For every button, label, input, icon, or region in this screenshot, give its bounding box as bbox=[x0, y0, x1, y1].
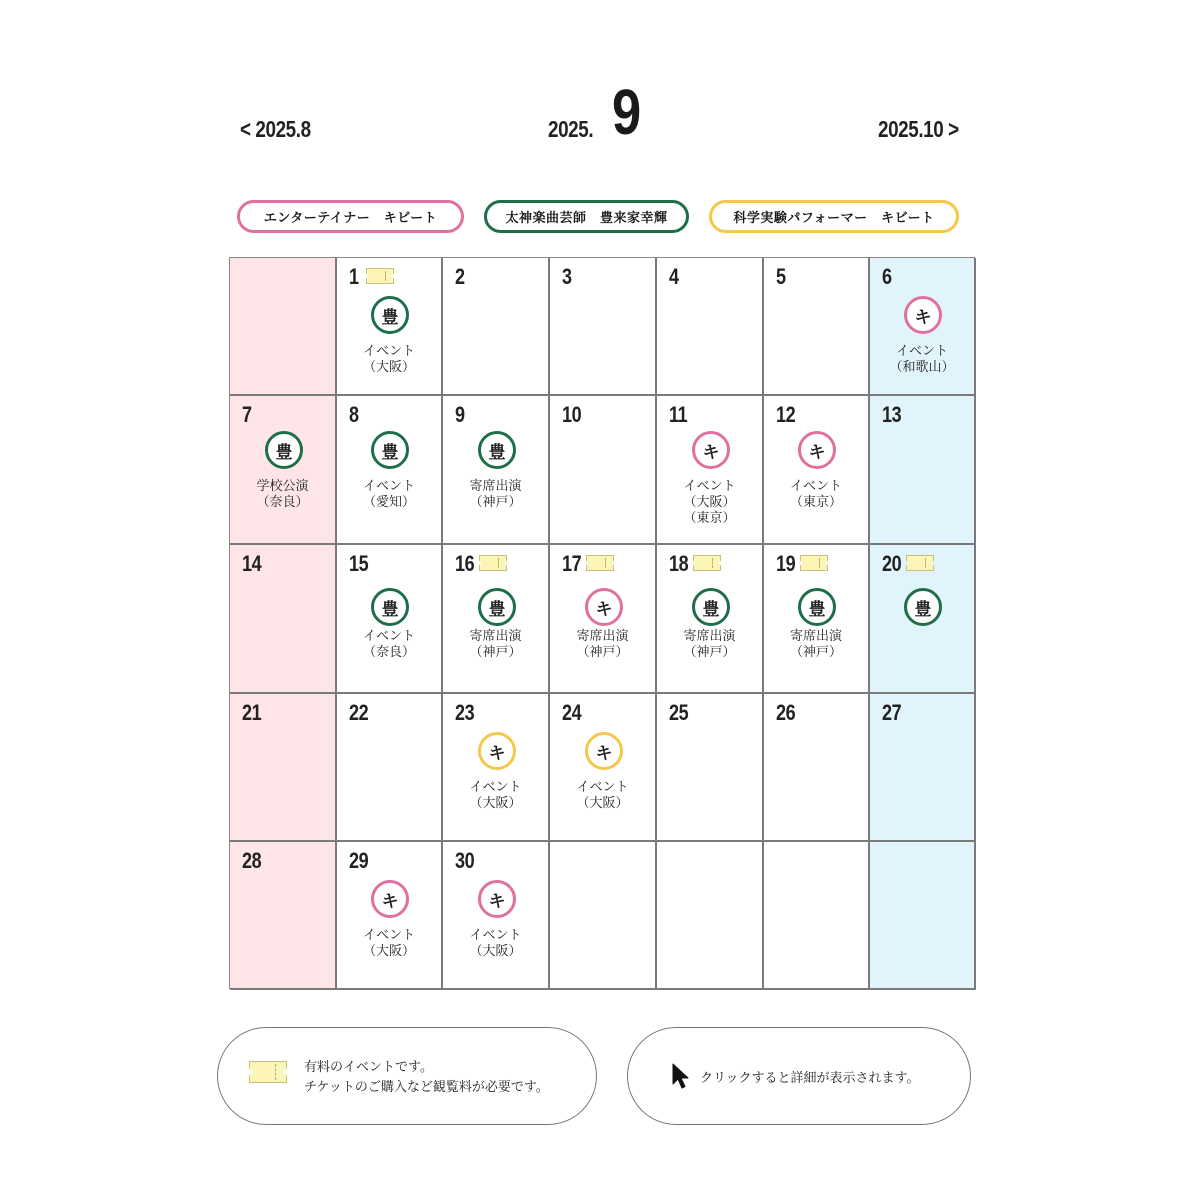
day-cell-27[interactable] bbox=[870, 694, 976, 842]
event-label-line: イベント bbox=[683, 479, 736, 494]
day-number: 12 bbox=[776, 402, 796, 427]
empty-day-cell bbox=[230, 258, 337, 396]
day-number: 7 bbox=[242, 402, 252, 427]
event-label-line: 寄席出演 bbox=[789, 629, 842, 644]
day-cell-3[interactable] bbox=[550, 258, 657, 396]
event-label-line: イベント bbox=[362, 629, 415, 644]
performer-badge-icon: 豊 bbox=[371, 588, 409, 626]
performer-badge-icon: キ bbox=[478, 732, 516, 770]
event-label bbox=[443, 629, 548, 661]
event-label bbox=[337, 928, 441, 960]
day-number: 11 bbox=[669, 402, 688, 427]
performer-badge-icon: 豊 bbox=[478, 431, 516, 469]
event-label bbox=[443, 780, 548, 812]
ticket-icon bbox=[800, 555, 828, 571]
event-label-line: イベント bbox=[469, 928, 522, 943]
day-cell-7[interactable] bbox=[230, 396, 337, 545]
event-label bbox=[550, 629, 655, 661]
empty-day-cell bbox=[870, 842, 976, 990]
day-number: 20 bbox=[882, 551, 902, 576]
day-number: 19 bbox=[776, 551, 796, 576]
event-label-line: （奈良） bbox=[362, 645, 415, 660]
ticket-icon bbox=[249, 1061, 287, 1083]
event-label-line: イベント bbox=[469, 780, 522, 795]
performer-badge-icon: 豊 bbox=[371, 431, 409, 469]
event-label-line: （和歌山） bbox=[889, 360, 955, 375]
day-cell-24[interactable] bbox=[550, 694, 657, 842]
performer-filter-houraiya-koki[interactable]: 太神楽曲芸師 豊来家幸輝 bbox=[484, 200, 689, 233]
event-label-line: 寄席出演 bbox=[683, 629, 736, 644]
performer-badge-icon: キ bbox=[585, 732, 623, 770]
day-number: 22 bbox=[349, 700, 369, 725]
current-year-label: 2025. bbox=[548, 116, 594, 142]
empty-day-cell bbox=[657, 842, 764, 990]
event-label bbox=[443, 479, 548, 511]
ticket-icon bbox=[366, 268, 394, 284]
event-label-line: （愛知） bbox=[362, 495, 415, 510]
day-cell-4[interactable] bbox=[657, 258, 764, 396]
event-label-line: 寄席出演 bbox=[469, 479, 522, 494]
day-cell-22[interactable] bbox=[337, 694, 443, 842]
day-cell-20[interactable] bbox=[870, 545, 976, 694]
event-label-line: イベント bbox=[362, 479, 415, 494]
ticket-icon bbox=[479, 555, 507, 571]
day-number: 2 bbox=[455, 264, 465, 289]
performer-badge-icon: キ bbox=[478, 880, 516, 918]
event-label bbox=[337, 629, 441, 661]
day-number: 10 bbox=[562, 402, 582, 427]
event-label bbox=[337, 479, 441, 511]
event-label-line: （神戸） bbox=[469, 645, 522, 660]
day-number: 17 bbox=[562, 551, 582, 576]
day-number: 6 bbox=[882, 264, 892, 289]
event-label-line: （大阪） bbox=[576, 796, 629, 811]
event-label-line: イベント bbox=[576, 780, 629, 795]
next-month-link[interactable]: 2025.10 > bbox=[878, 116, 959, 142]
event-label-line: （大阪） bbox=[362, 944, 415, 959]
event-label-line: （神戸） bbox=[576, 645, 629, 660]
event-label-line: イベント bbox=[362, 344, 415, 359]
performer-badge-icon: キ bbox=[585, 588, 623, 626]
performer-badge-icon: キ bbox=[371, 880, 409, 918]
day-cell-12[interactable] bbox=[764, 396, 870, 545]
event-label-line: （東京） bbox=[683, 511, 736, 526]
cursor-arrow-icon bbox=[672, 1063, 690, 1089]
event-label-line: （東京） bbox=[789, 495, 842, 510]
day-cell-30[interactable] bbox=[443, 842, 550, 990]
paid-event-note-line2: チケットのご購入など観覧料が必要です。 bbox=[304, 1080, 549, 1095]
day-cell-15[interactable] bbox=[337, 545, 443, 694]
day-cell-25[interactable] bbox=[657, 694, 764, 842]
empty-day-cell bbox=[764, 842, 870, 990]
day-number: 14 bbox=[242, 551, 262, 576]
day-number: 30 bbox=[455, 848, 475, 873]
day-cell-29[interactable] bbox=[337, 842, 443, 990]
event-label-line: （奈良） bbox=[256, 495, 309, 510]
day-cell-21[interactable] bbox=[230, 694, 337, 842]
day-cell-17[interactable] bbox=[550, 545, 657, 694]
event-label bbox=[870, 344, 974, 376]
event-label-line: （神戸） bbox=[469, 495, 522, 510]
event-label-line: （大阪） bbox=[469, 796, 522, 811]
performer-badge-icon: 豊 bbox=[478, 588, 516, 626]
performer-filter-kibeat-entertainer[interactable]: エンターテイナー キビート bbox=[237, 200, 464, 233]
day-cell-8[interactable] bbox=[337, 396, 443, 545]
event-label-line: 学校公演 bbox=[256, 479, 309, 494]
day-cell-28[interactable] bbox=[230, 842, 337, 990]
empty-day-cell bbox=[550, 842, 657, 990]
day-number: 18 bbox=[669, 551, 689, 576]
event-label-line: イベント bbox=[362, 928, 415, 943]
day-cell-26[interactable] bbox=[764, 694, 870, 842]
event-label bbox=[657, 629, 762, 661]
day-cell-6[interactable] bbox=[870, 258, 976, 396]
day-number: 9 bbox=[455, 402, 465, 427]
ticket-icon bbox=[693, 555, 721, 571]
event-label-line: （大阪） bbox=[362, 360, 415, 375]
day-number: 13 bbox=[882, 402, 902, 427]
performer-filter-kibeat-science[interactable]: 科学実験パフォーマー キビート bbox=[709, 200, 959, 233]
day-number: 23 bbox=[455, 700, 475, 725]
event-label bbox=[337, 344, 441, 376]
day-cell-14[interactable] bbox=[230, 545, 337, 694]
performer-badge-icon: 豊 bbox=[798, 588, 836, 626]
day-number: 21 bbox=[242, 700, 262, 725]
day-number: 28 bbox=[242, 848, 262, 873]
event-label bbox=[764, 479, 868, 511]
day-number: 1 bbox=[349, 264, 359, 289]
event-label-line: イベント bbox=[789, 479, 842, 494]
click-hint-note bbox=[627, 1027, 971, 1125]
performer-badge-icon: キ bbox=[798, 431, 836, 469]
event-label bbox=[230, 479, 335, 511]
event-label bbox=[443, 928, 548, 960]
day-number: 29 bbox=[349, 848, 369, 873]
performer-badge-icon: 豊 bbox=[371, 296, 409, 334]
click-hint-text: クリックすると詳細が表示されます。 bbox=[700, 1071, 920, 1086]
event-label-line: イベント bbox=[895, 344, 948, 359]
day-cell-2[interactable] bbox=[443, 258, 550, 396]
event-label-line: （大阪） bbox=[683, 495, 736, 510]
day-cell-16[interactable] bbox=[443, 545, 550, 694]
event-label-line: （大阪） bbox=[469, 944, 522, 959]
performer-badge-icon: 豊 bbox=[692, 588, 730, 626]
day-cell-1[interactable] bbox=[337, 258, 443, 396]
event-label bbox=[550, 780, 655, 812]
performer-badge-icon: キ bbox=[904, 296, 942, 334]
event-label-line: 寄席出演 bbox=[469, 629, 522, 644]
day-number: 26 bbox=[776, 700, 796, 725]
day-number: 15 bbox=[349, 551, 369, 576]
event-label-line: 寄席出演 bbox=[576, 629, 629, 644]
performer-badge-icon: 豊 bbox=[904, 588, 942, 626]
day-cell-9[interactable] bbox=[443, 396, 550, 545]
day-number: 5 bbox=[776, 264, 786, 289]
paid-event-note bbox=[217, 1027, 597, 1125]
event-label bbox=[657, 479, 762, 527]
day-cell-13[interactable] bbox=[870, 396, 976, 545]
prev-month-link[interactable]: < 2025.8 bbox=[240, 116, 311, 142]
ticket-icon bbox=[906, 555, 934, 571]
day-number: 4 bbox=[669, 264, 679, 289]
day-cell-5[interactable] bbox=[764, 258, 870, 396]
day-cell-11[interactable] bbox=[657, 396, 764, 545]
event-label-line: （神戸） bbox=[683, 645, 736, 660]
paid-event-note-line1: 有料のイベントです。 bbox=[304, 1060, 433, 1075]
day-cell-23[interactable] bbox=[443, 694, 550, 842]
paid-event-note-text bbox=[304, 1058, 549, 1098]
day-number: 25 bbox=[669, 700, 689, 725]
day-number: 27 bbox=[882, 700, 902, 725]
performer-badge-icon: 豊 bbox=[265, 431, 303, 469]
day-number: 8 bbox=[349, 402, 359, 427]
current-month-number: 9 bbox=[612, 76, 641, 148]
day-cell-18[interactable] bbox=[657, 545, 764, 694]
performer-badge-icon: キ bbox=[692, 431, 730, 469]
day-cell-10[interactable] bbox=[550, 396, 657, 545]
calendar-grid bbox=[229, 257, 975, 989]
day-number: 3 bbox=[562, 264, 572, 289]
day-cell-19[interactable] bbox=[764, 545, 870, 694]
day-number: 16 bbox=[455, 551, 475, 576]
ticket-icon bbox=[586, 555, 614, 571]
event-label bbox=[764, 629, 868, 661]
day-number: 24 bbox=[562, 700, 582, 725]
event-label-line: （神戸） bbox=[789, 645, 842, 660]
